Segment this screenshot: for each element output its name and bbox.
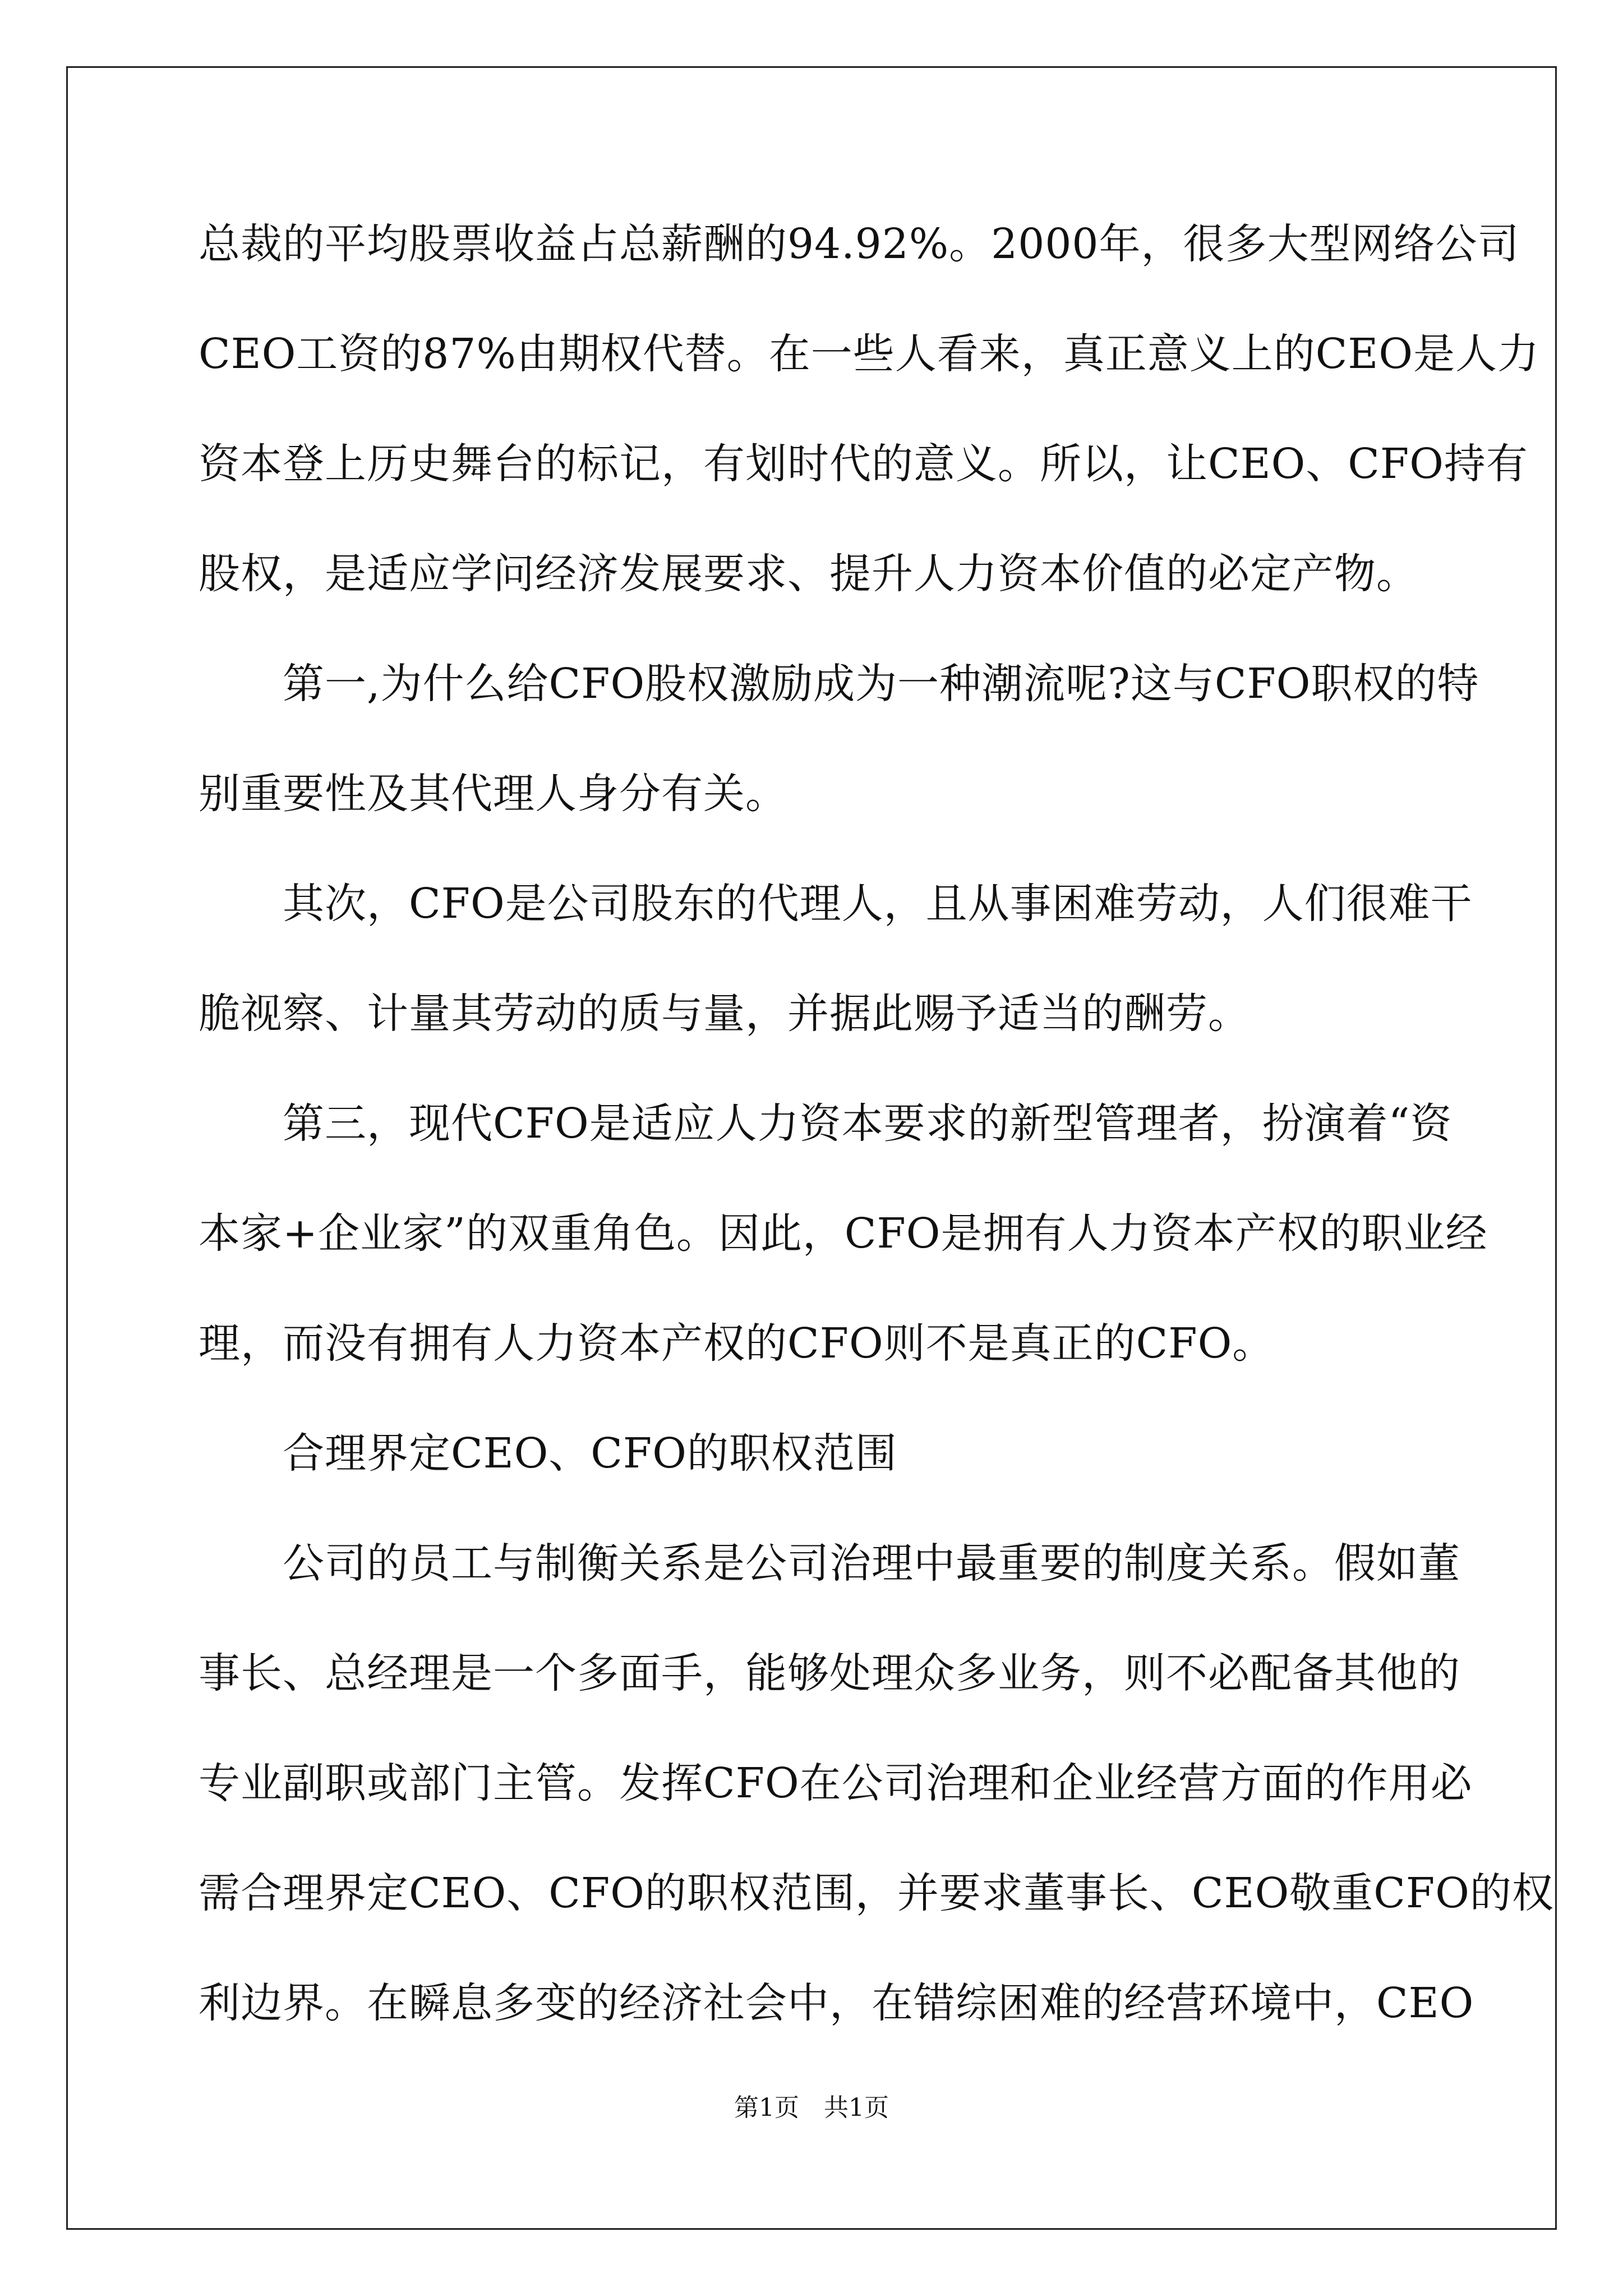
paragraph-6-line-5: 利边界。在瞬息多变的经济社会中，在错综困难的经营环境中，CEO [199,1979,1474,2027]
paragraph-6-line-1: 公司的员工与制衡关系是公司治理中最重要的制度关系。假如董 [283,1539,1460,1588]
section-heading: 合理界定CEO、CFO的职权范围 [283,1429,897,1478]
paragraph-4-line-2: 本家+企业家”的双重角色。因此，CFO是拥有人力资本产权的职业经 [199,1209,1488,1258]
page-footer [0,2091,1623,2125]
paragraph-3-line-1: 其次，CFO是公司股东的代理人，且从事困难劳动，人们很难干 [283,880,1473,928]
paragraph-1-line-1: 总裁的平均股票收益占总薪酬的94.92%。2000年，很多大型网络公司 [199,220,1520,268]
paragraph-4-line-1: 第三，现代CFO是适应人力资本要求的新型管理者，扮演着“资 [283,1099,1453,1148]
page-number-label: 第1页 共1页 [734,2093,889,2122]
paragraph-1-line-2: CEO工资的87%由期权代替。在一些人看来，真正意义上的CEO是人力 [199,330,1540,378]
paragraph-6-line-4: 需合理界定CEO、CFO的职权范围，并要求董事长、CEO敬重CFO的权 [199,1869,1554,1917]
paragraph-6-line-2: 事长、总经理是一个多面手，能够处理众多业务，则不必配备其他的 [199,1649,1460,1697]
document-body [199,216,1554,2085]
paragraph-1-line-3: 资本登上历史舞台的标记，有划时代的意义。所以，让CEO、CFO持有 [199,440,1528,488]
paragraph-3-line-2: 脆视察、计量其劳动的质与量，并据此赐予适当的酬劳。 [199,990,1250,1038]
paragraph-2-line-2: 别重要性及其代理人身分有关。 [199,770,787,818]
paragraph-6-line-3: 专业副职或部门主管。发挥CFO在公司治理和企业经营方面的作用必 [199,1759,1473,1807]
paragraph-2-line-1: 第一,为什么给CFO股权激励成为一种潮流呢?这与CFO职权的特 [283,660,1479,708]
paragraph-4-line-3: 理，而没有拥有人力资本产权的CFO则不是真正的CFO。 [199,1319,1275,1368]
paragraph-1-line-4: 股权，是适应学问经济发展要求、提升人力资本价值的必定产物。 [199,550,1418,598]
